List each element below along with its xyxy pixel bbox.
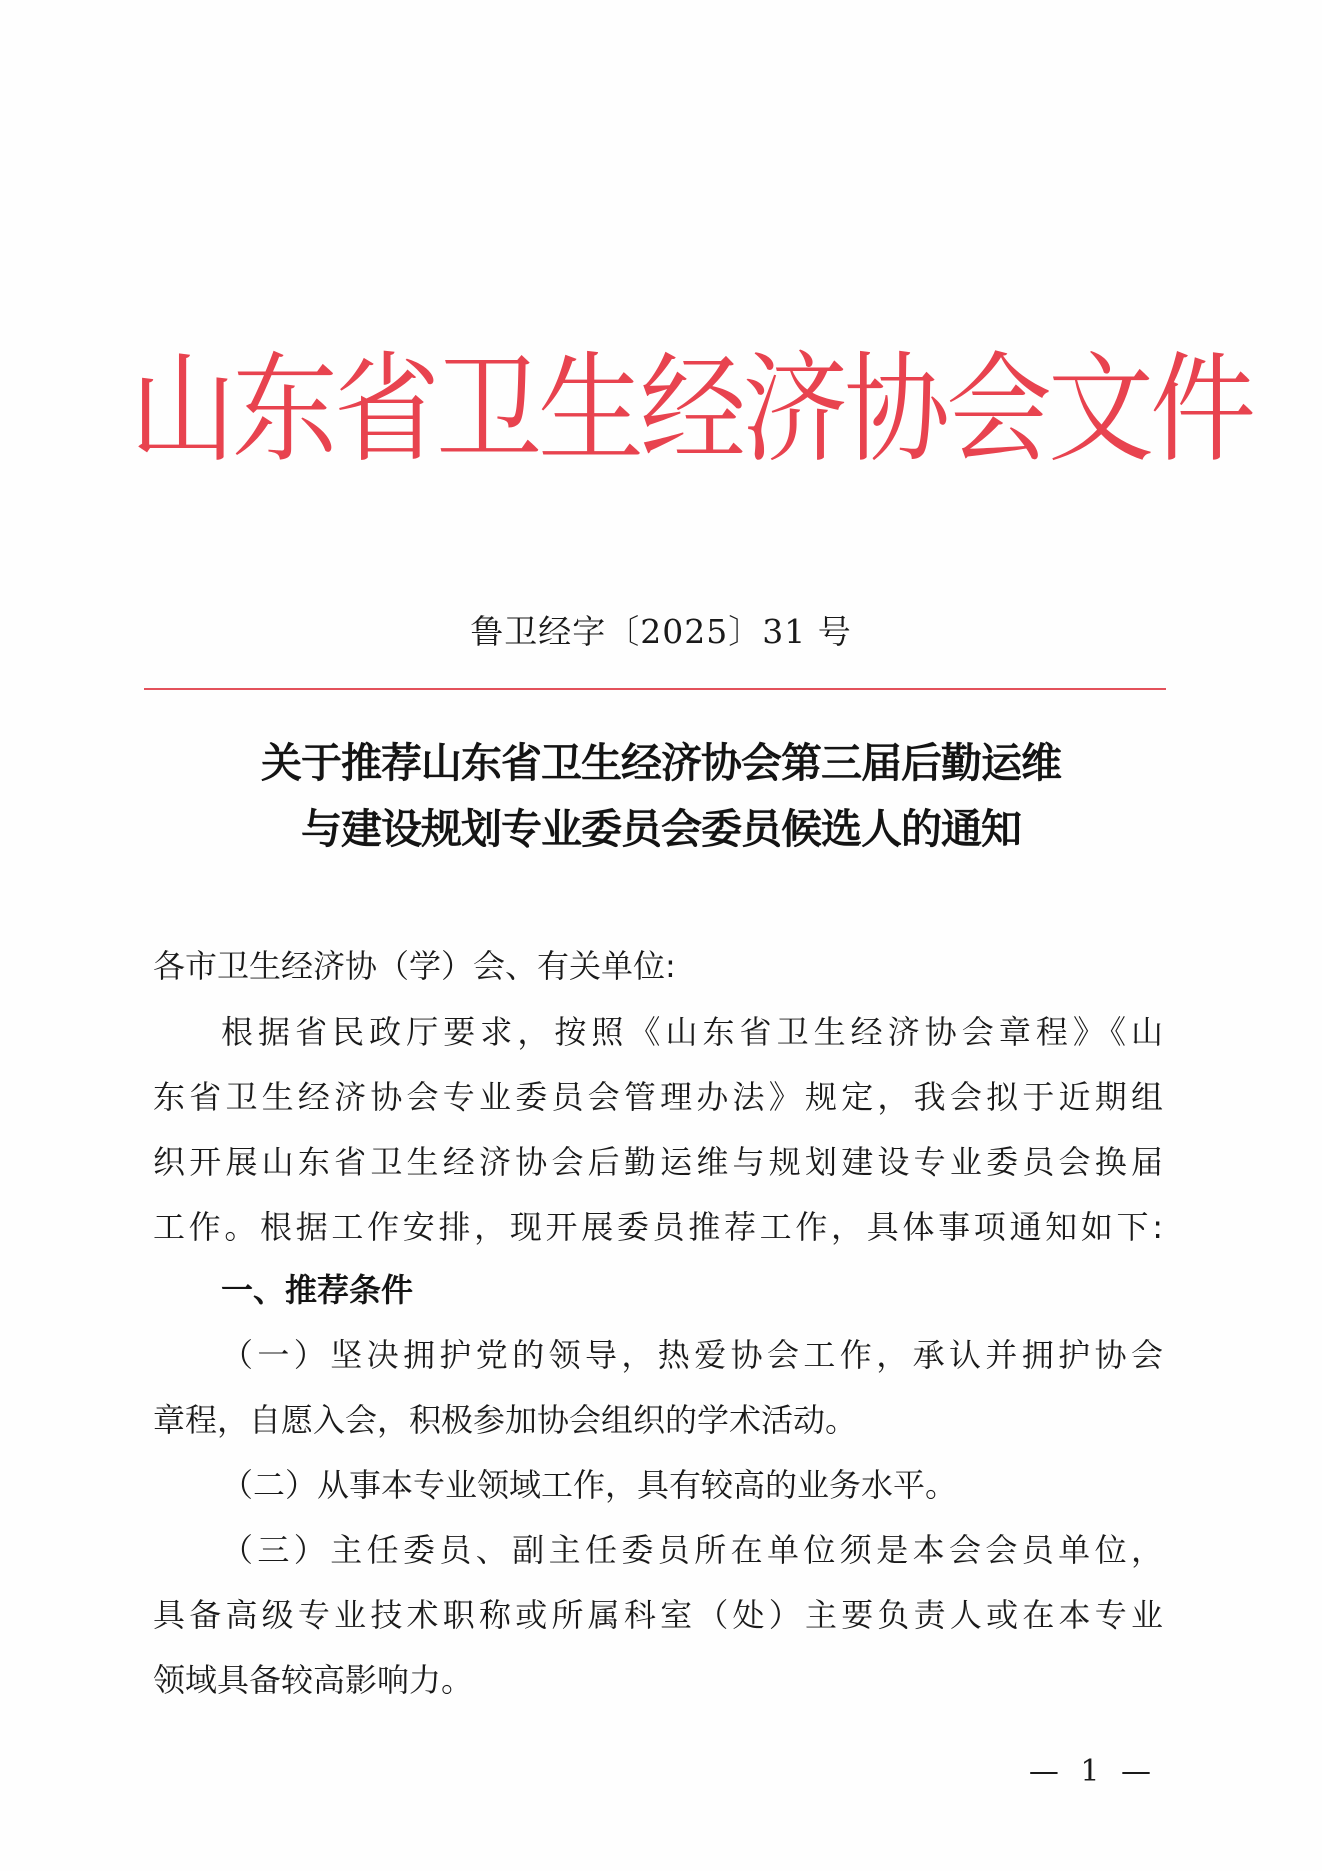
- paragraph-1-line-4: 工作。根据工作安排，现开展委员推荐工作，具体事项通知如下:: [153, 1208, 1163, 1246]
- paragraph-1-line-3: 织开展山东省卫生经济协会后勤运维与规划建设专业委员会换届: [153, 1143, 1163, 1181]
- item-2-line-1: （二）从事本专业领域工作，具有较高的业务水平。: [221, 1466, 958, 1504]
- item-3-line-3: 领域具备较高影响力。: [153, 1661, 474, 1699]
- page-number: — 1 —: [1028, 1754, 1157, 1789]
- notice-title-line-1: 关于推荐山东省卫生经济协会第三届后勤运维: [261, 739, 1061, 787]
- item-3-line-2: 具备高级专业技术职称或所属科室（处）主要负责人或在本专业: [153, 1596, 1163, 1634]
- item-3-line-1: （三）主任委员、副主任委员所在单位须是本会会员单位，: [221, 1531, 1163, 1569]
- item-1-line-2: 章程，自愿入会，积极参加协会组织的学术活动。: [153, 1401, 858, 1439]
- paragraph-1-line-2: 东省卫生经济协会专业委员会管理办法》规定，我会拟于近期组: [153, 1078, 1163, 1116]
- salutation: 各市卫生经济协（学）会、有关单位:: [153, 947, 676, 985]
- section-1-heading: 一、推荐条件: [221, 1271, 414, 1309]
- document-number: 鲁卫经字〔2025〕31 号: [470, 612, 852, 651]
- item-1-line-1: （一）坚决拥护党的领导，热爱协会工作，承认并拥护协会: [221, 1336, 1163, 1374]
- notice-title-line-2: 与建设规划专业委员会委员候选人的通知: [301, 805, 1021, 853]
- masthead-title: 山东省卫生经济协会文件: [130, 340, 1252, 479]
- red-divider: [144, 688, 1166, 690]
- paragraph-1-line-1: 根据省民政厅要求，按照《山东省卫生经济协会章程》《山: [221, 1013, 1163, 1051]
